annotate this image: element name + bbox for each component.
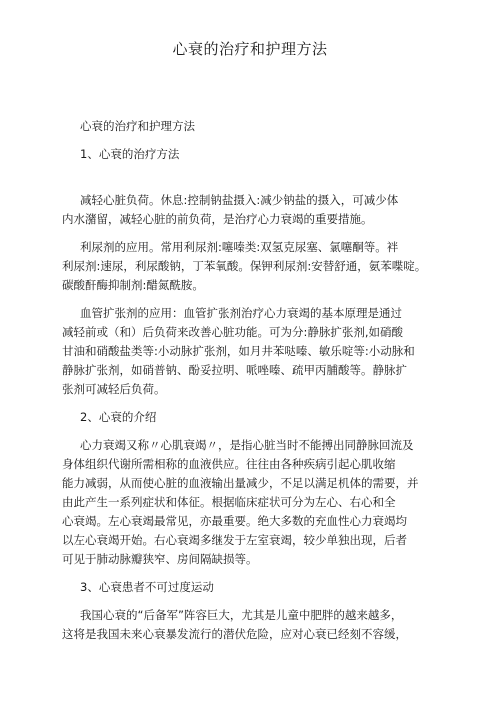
- subsection-heading: 3、心衰患者不可过度运动: [80, 580, 214, 594]
- paragraph-line: 心力衰竭又称〃心肌衰竭〃，是指心脏当时不能搏出同静脉回流及: [80, 438, 414, 452]
- paragraph-line: 由此产生一系列症状和体征。根据临床症状可分为左心、右心和全: [62, 495, 396, 509]
- paragraph-line: 身体组织代谢所需相称的血液供应。往往由各种疾病引起心肌收缩: [62, 457, 396, 471]
- paragraph-line: 静脉扩张剂，如硝普钠、酚妥拉明、哌唑嗪、疏甲丙脯酸等。静脉扩: [62, 363, 407, 377]
- paragraph-line: 内水潴留，减轻心脏的前负荷，是治疗心力衰竭的重要措施。: [62, 212, 373, 226]
- paragraph-line: 张剂可减轻后负荷。: [62, 382, 166, 396]
- paragraph-line: 心衰竭。左心衰竭最常见，亦最重要。绝大多数的充血性心力衰竭均: [62, 514, 407, 528]
- paragraph-line: 以左心衰竭开始。右心衰竭多继发于左室衰竭，较少单独出现，后者: [62, 533, 407, 547]
- section-heading: 心衰的治疗和护理方法: [80, 119, 195, 133]
- paragraph-line: 这将是我国未来心衰暴发流行的潜伏危险，应对心衰已经刻不容缓，: [62, 627, 407, 641]
- paragraph-line: 甘油和硝酸盐类等:小动脉扩张剂，如月井苯哒嗪、敏乐啶等:小动脉和: [62, 344, 415, 358]
- paragraph-line: 减轻前或（和）后负荷来改善心脏功能。可为分:静脉扩张剂,如硝酸: [62, 325, 404, 339]
- subsection-heading: 1、心衰的治疗方法: [80, 147, 180, 161]
- paragraph-line: 能力减弱，从而使心脏的血液输出量减少，不足以满足机体的需要，并: [62, 476, 419, 490]
- paragraph-line: 减轻心脏负荷。休息:控制钠盐摄入:减少钠盐的摄入，可减少体: [80, 193, 399, 207]
- paragraph-line: 血管扩张剂的应用：血管扩张剂治疗心力衰竭的基本原理是通过: [80, 306, 402, 320]
- paragraph-line: 利尿剂的应用。常用利尿剂:噻嗪类:双氢克尿塞、氯噻酮等。袢: [80, 240, 399, 254]
- subsection-heading: 2、心衰的介绍: [80, 410, 157, 424]
- paragraph-line: 我国心衰的“后备军”阵容巨大，尤其是儿童中肥胖的越来越多，: [80, 608, 403, 622]
- paragraph-line: 可见于肺动脉瓣狭窄、房间隔缺损等。: [62, 552, 258, 566]
- paragraph-line: 利尿剂:速尿，利尿酸钠，丁苯氧酸。保钾利尿剂:安替舒通，氨苯喋啶。: [62, 259, 427, 273]
- paragraph-line: 碳酸酐酶抑制剂:醋氮酰胺。: [62, 278, 204, 292]
- document-title: 心衰的治疗和护理方法: [172, 40, 328, 58]
